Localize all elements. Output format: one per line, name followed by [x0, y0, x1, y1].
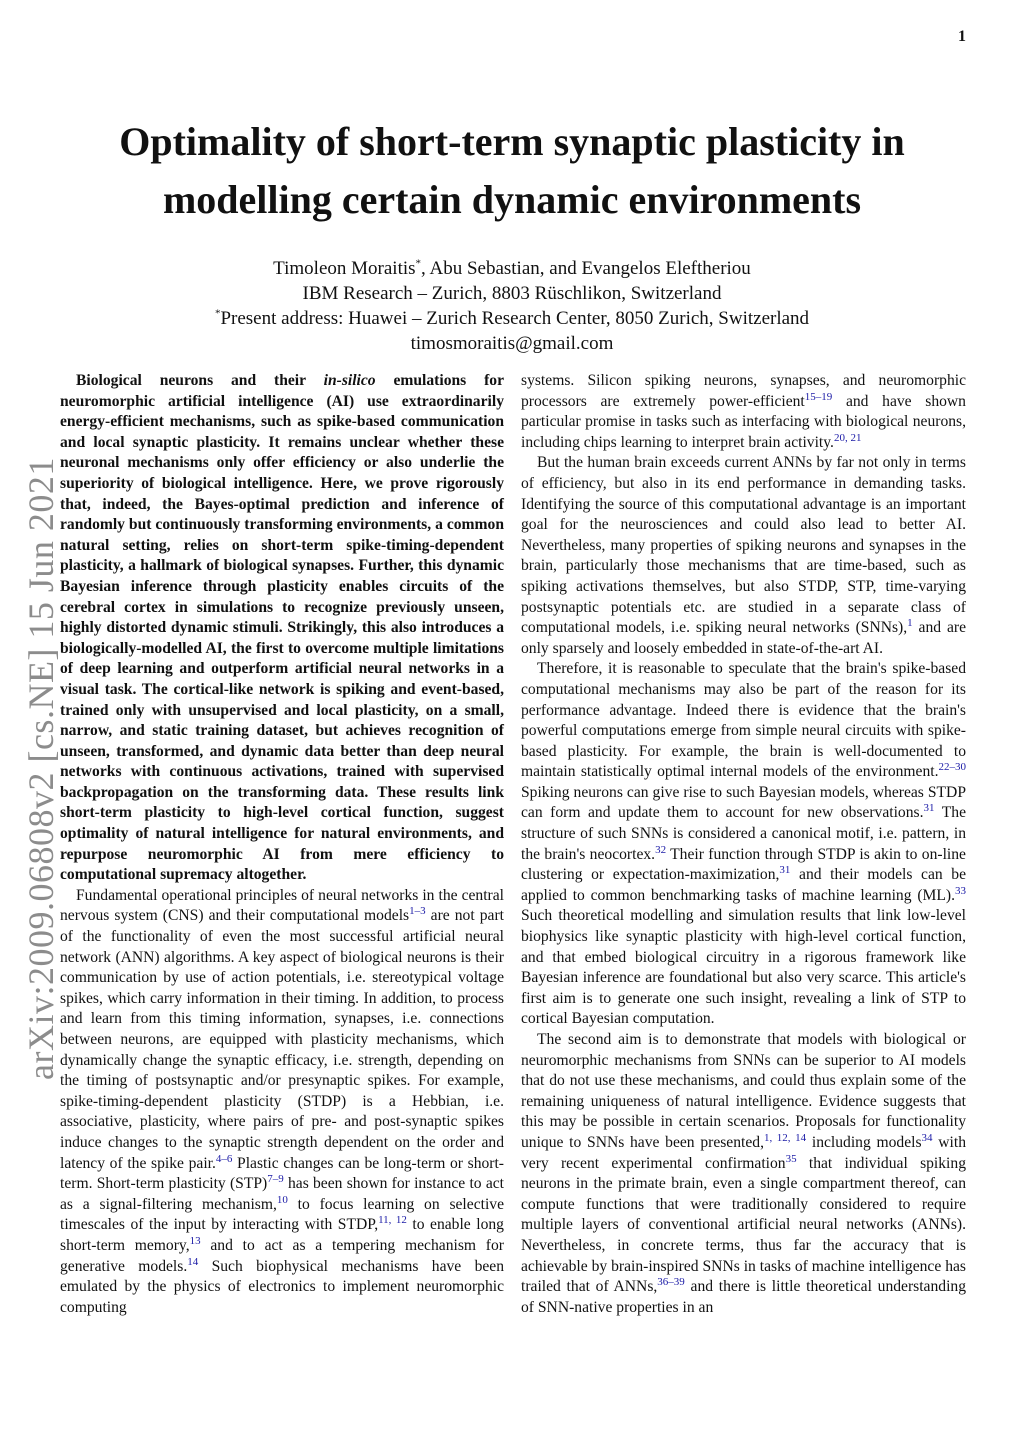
citation-link[interactable]: 22–30 [938, 761, 966, 774]
present-address: *Present address: Huawei – Zurich Research Center, 8050 Zurich, Switzerland [214, 307, 810, 329]
left-column [60, 371, 504, 1318]
citation-link[interactable]: 15–19 [804, 390, 833, 403]
citation-link[interactable]: 7–9 [267, 1172, 284, 1185]
citation-link[interactable]: 1–3 [409, 905, 426, 918]
citation-link[interactable]: 11, 12 [378, 1214, 407, 1227]
citation-link[interactable]: 20, 21 [833, 431, 862, 444]
paper-title [60, 113, 964, 229]
citation-link[interactable]: 32 [655, 843, 667, 856]
arxiv-stamp: arXiv:2009.06808v2 [cs.NE] 15 Jun 2021 [21, 457, 61, 1080]
citation-link[interactable]: 35 [785, 1152, 797, 1165]
title-line-2: modelling certain dynamic environments [162, 177, 862, 222]
citation-link[interactable]: 1, 12, 14 [763, 1131, 807, 1144]
paragraph-brain: But the human brain exceeds current ANNs by far not only in terms of efficiency, but also in its end performance in demanding tasks. Identifying the source of this computational advantage is an important goal for the neurosciences and could also lead to better AI. Nevertheless, many properties of spiking neurons and synapses in the brain, particularly those mechanisms that are time-based, such as spiking activations themselves, but also STDP, STP, time-varying postsynaptic potentials etc. are studied in a separate class of computational models, i.e. spiking neural networks (SNNs),$^1$ and are only sparsely and loosely embedded in state-of-the-art AI. [521, 454, 966, 657]
right-column [521, 371, 966, 1318]
title-line-1: Optimality of short-term synaptic plasticity in [119, 119, 905, 164]
citation-link[interactable]: 13 [189, 1234, 201, 1247]
intro-paragraph: Fundamental operational principles of neural networks in the central nervous system (CNS) and their computational models$^{1-3}$ are not part of the functionality of even the most successful artificial neural network (ANN) algorithms. A key aspect of biological neurons is their communication by use of action potentials, i.e. stereotypical voltage spikes, which carry information in their timing. In addition, to process and learn from this timing information, synapses, i.e. connections between neurons, are equipped with plasticity mechanisms, which dynamically change the synaptic efficacy, i.e. strength, depending on the timing of postsynaptic and/or presynaptic spikes. For example, spike-timing-dependent plasticity (STDP) is a Hebbian, i.e. associative, plasticity, where pairs of pre- and post-synaptic spikes induce changes to the synaptic strength dependent on the order and latency of the spike pair.$^{4-6}$ Plastic changes can be long-term or short-term. Short-term plasticity (STP)$^{7-9}$ has been shown for instance to act as a signal-filtering mechanism,$^{10}$ to focus learning on selective timescales of the input by interacting with STDP,$^{11, 12}$ to enable long short-term memory,$^{13}$ and to act as a tempering mechanism for generative models.$^{14}$ Such biophysical mechanisms have been emulated by the physics of electronics to implement neuromorphic computing [60, 886, 505, 1316]
abstract: Biological neurons and their in-silico emulations for neuromorphic artificial intelligence (AI) use extraordinarily energy-efficient mechanisms, such as spike-based communication and local synaptic plasticity. It remains unclear whether these neuronal mechanisms only offer efficiency or also underlie the superiority of biological intelligence. Here, we prove rigorously that, indeed, the Bayes-optimal prediction and inference of randomly but continuously transforming environments, a common natural setting, relies on short-term spike-timing-dependent plasticity, a hallmark of biological synapses. Further, this dynamic Bayesian inference through plasticity enables circuits of the cerebral cortex in simulations to recognize previously unseen, highly distorted dynamic stimuli. Strikingly, this also introduces a biologically-modelled AI, the first to overcome multiple limitations of deep learning and outperform artificial neural networks in a visual task. The cortical-like network is spiking and event-based, trained only with unsupervised and local plasticity, on a small, narrow, and static training dataset, but achieves recognition of unseen, transformed, and dynamic data better than deep neural networks with continuous activations, trained with supervised backpropagation on the transforming data. These results link short-term plasticity to high-level cortical function, suggest optimality of natural intelligence for natural environments, and repurpose neuromorphic AI from mere efficiency to computational supremacy altogether. [60, 372, 505, 884]
citation-link[interactable]: 33 [955, 884, 966, 897]
citation-link[interactable]: 31 [923, 802, 935, 815]
author-block [60, 256, 964, 356]
citation-link[interactable]: 10 [276, 1193, 288, 1206]
email: timosmoraitis@gmail.com [410, 333, 614, 354]
affiliation: IBM Research – Zurich, 8803 Rüschlikon, Switzerland [302, 283, 722, 304]
citation-link[interactable]: 36–39 [657, 1275, 685, 1288]
citation-link[interactable]: 4–6 [215, 1152, 233, 1165]
citation-link[interactable]: 14 [187, 1255, 199, 1268]
citation-link[interactable]: 31 [779, 864, 791, 877]
citation-link[interactable]: 34 [921, 1131, 933, 1144]
paragraph-therefore: Therefore, it is reasonable to speculate that the brain's spike-based computational mechanisms may also be part of the reason for its performance advantage. Indeed there is evidence that the brain's powerful computations emerge from simple neural circuits with spike-based plasticity. For example, the brain is well-documented to maintain statistically optimal internal models of the environment.$^{22-30}$ Spiking neurons can give rise to such Bayesian models, whereas STDP can form and update them to account for new observations.$^{31}$ The structure of such SNNs is considered a canonical motif, i.e. pattern, in the brain's neocortex.$^{32}$ Their function through STDP is akin to on-line clustering or expectation-maximization,$^{31}$ and their models can be applied to common benchmarking tasks of machine learning (ML).$^{33}$ Such theoretical modelling and simulation results that link low-level biophysics like synaptic plasticity with high-level cortical function, and that embed biological circuitry in a rigorous framework like Bayesian inference are foundational but also very scarce. This article's first aim is to generate one such insight, revealing a link of STP to cortical Bayesian computation. [521, 660, 966, 1028]
paragraph-second-aim: The second aim is to demonstrate that models with biological or neuromorphic mechanisms from SNNs can be superior to AI models that do not use these mechanisms, and could thus explain some of the remaining uniqueness of natural intelligence. Evidence suggests that this may be possible in certain scenarios. Proposals for functionality unique to SNNs have been presented,$^{1, 12, 14}$ including models$^{34}$ with very recent experimental confirmation$^{35}$ that individual spiking neurons in the primate brain, even a single compartment thereof, can compute functions that were traditionally considered to require multiple layers of conventional artificial neural networks (ANNs). Nevertheless, in concrete terms, thus far the accuracy that is achievable by brain-inspired SNNs in tasks of machine intelligence has trailed that of ANNs,$^{36-39}$ and there is little theoretical understanding of SNN-native properties in an [521, 1031, 966, 1316]
paragraph-systems: systems. Silicon spiking neurons, synapses, and neuromorphic processors are extremely power-efficient$^{15-19}$ and have shown particular promise in tasks such as interfacing with biological neurons, including chips learning to interpret brain activity.$^{20, 21}$ [521, 372, 966, 451]
author-names: Timoleon Moraitis*, Abu Sebastian, and Evangelos Eleftheriou [273, 257, 751, 279]
page-number: 1 [958, 28, 966, 45]
citation-link[interactable]: 1 [907, 616, 913, 629]
